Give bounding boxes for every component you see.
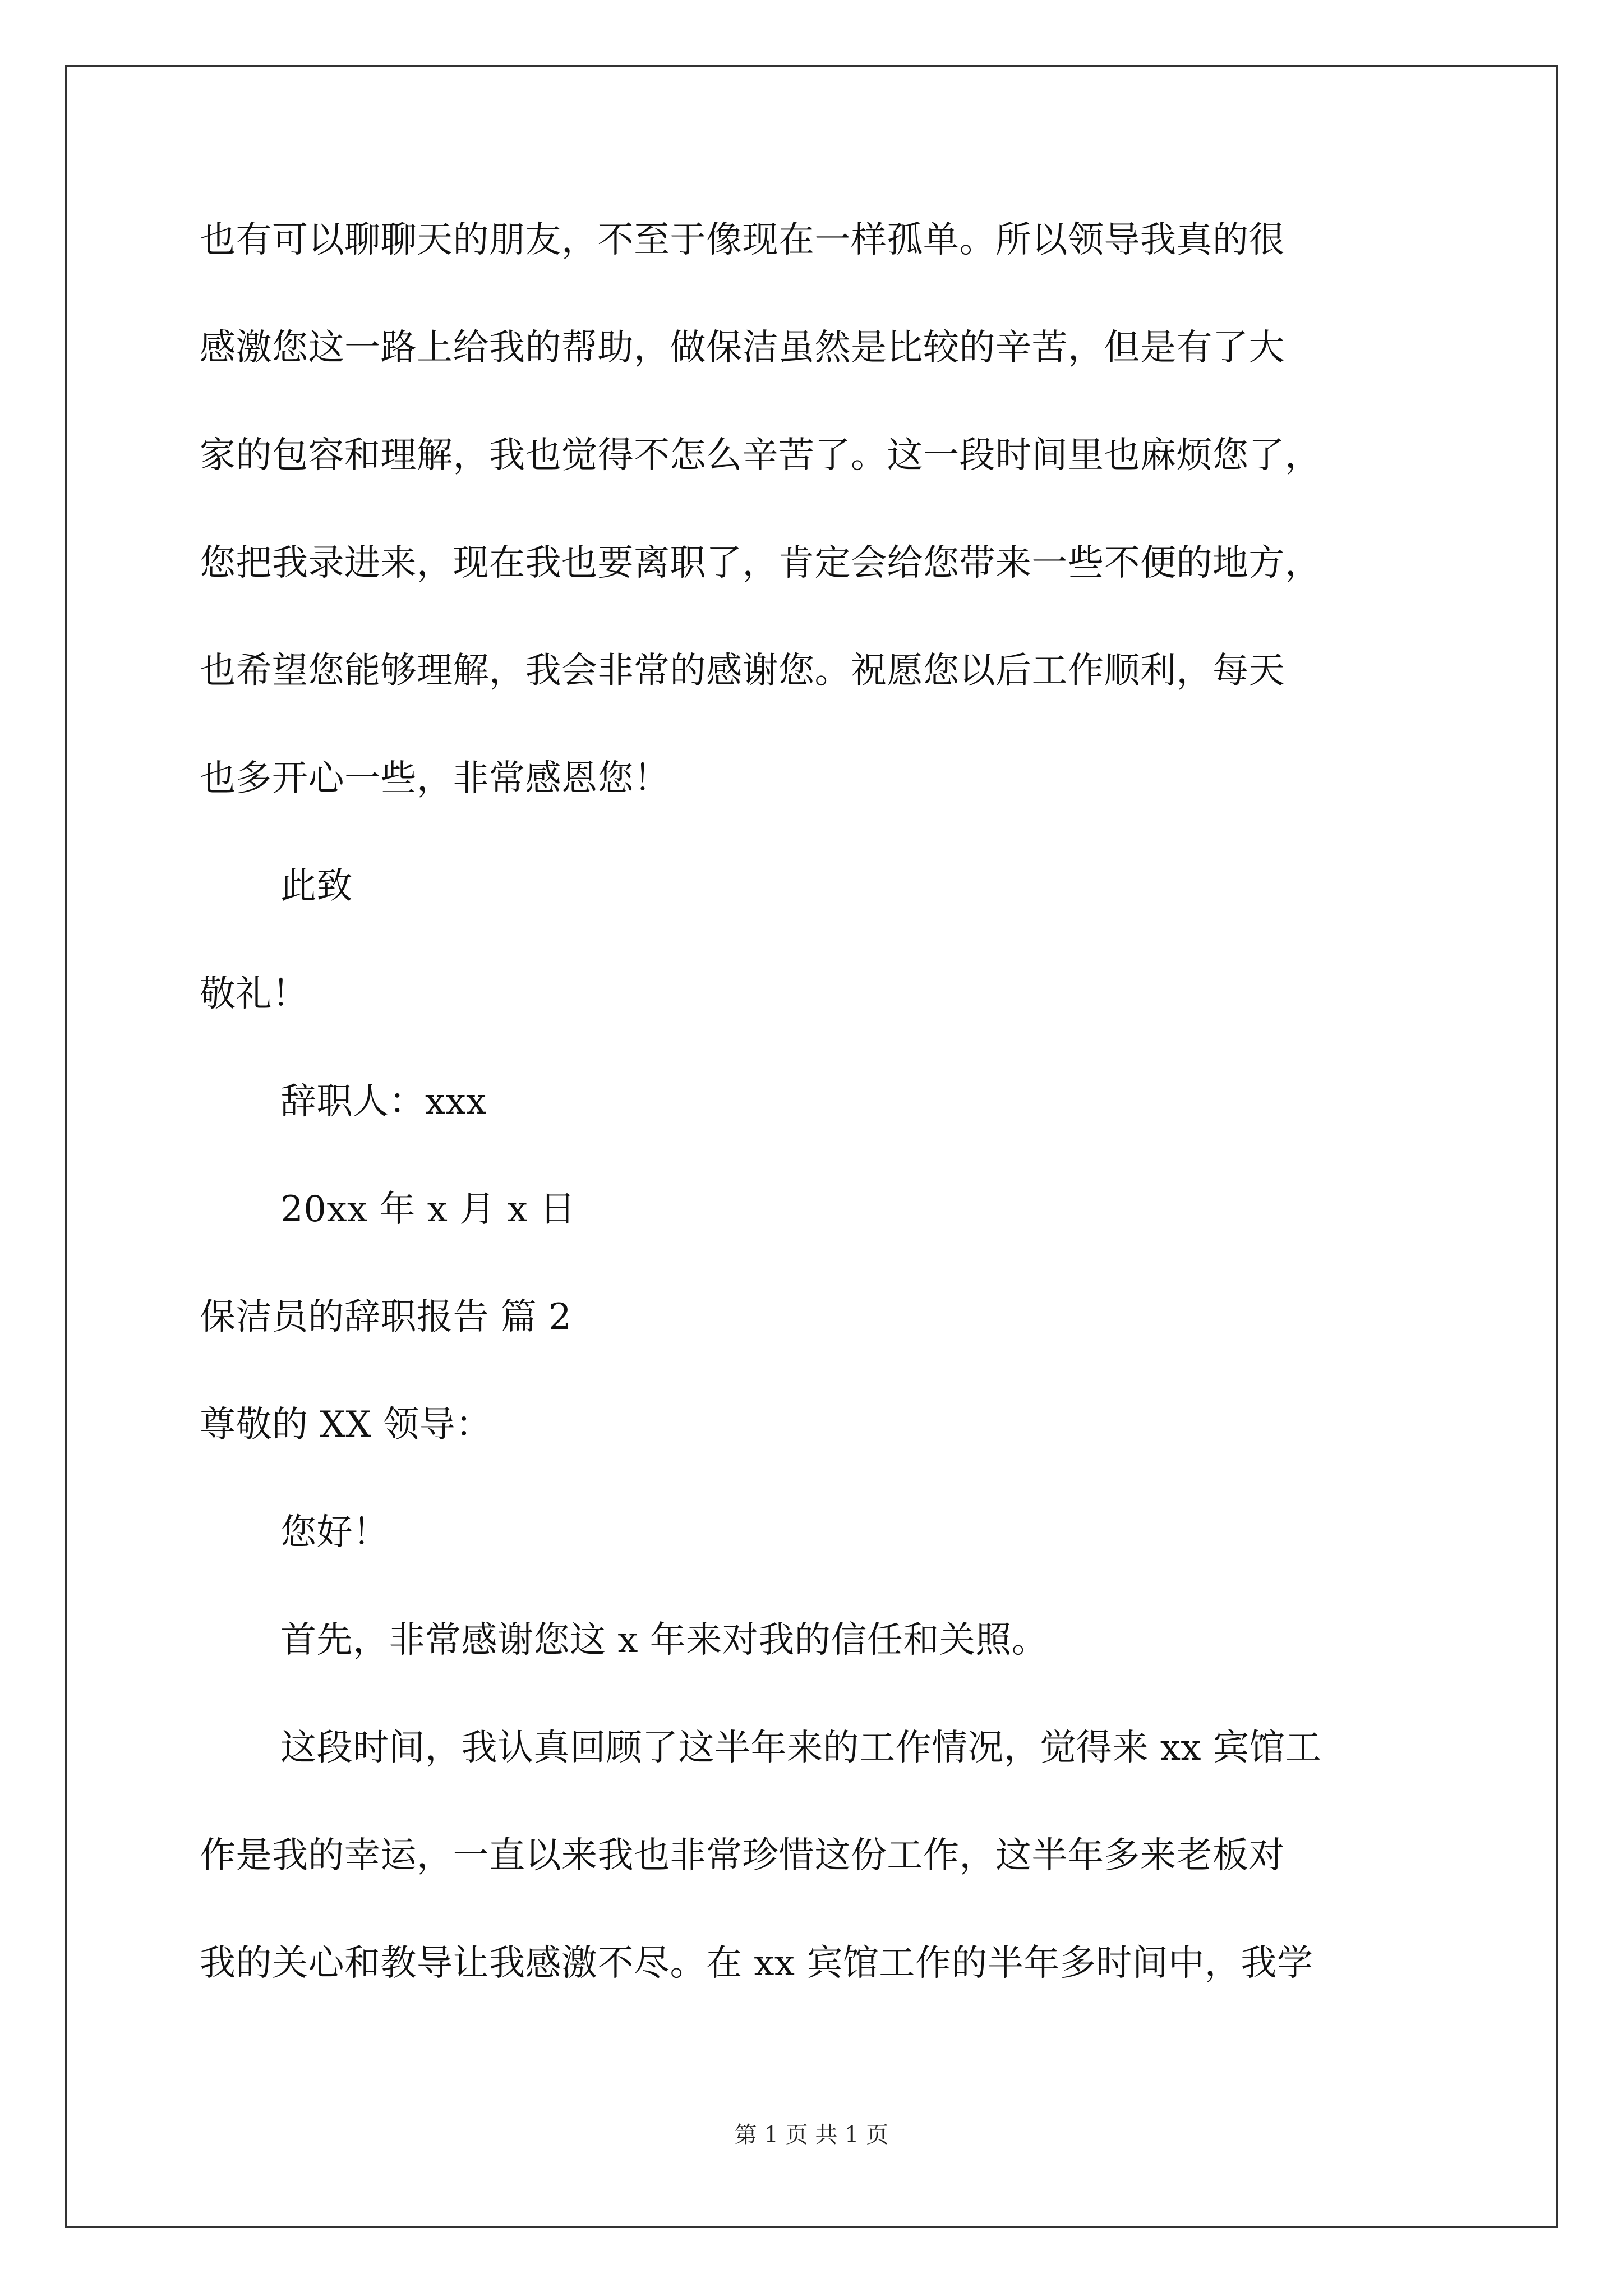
closing-salutation: 此致 — [280, 866, 353, 907]
text-line: 您把我录进来，现在我也要离职了，肯定会给您带来一些不便的地方， — [200, 542, 1321, 584]
text-line: 也有可以聊聊天的朋友，不至于像现在一样孤单。所以领导我真的很 — [200, 219, 1285, 261]
text-line: 这段时间，我认真回顾了这半年来的工作情况，觉得来 xx 宾馆工 — [280, 1727, 1322, 1769]
text-line: 家的包容和理解，我也觉得不怎么辛苦了。这一段时间里也麻烦您了， — [200, 435, 1321, 476]
signature-line: 辞职人：xxx — [280, 1081, 487, 1122]
greeting: 您好！ — [280, 1512, 389, 1553]
closing-regards: 敬礼！ — [200, 973, 308, 1015]
section-heading: 保洁员的辞职报告 篇 2 — [200, 1296, 572, 1338]
page-number-footer: 第 1 页 共 1 页 — [734, 2122, 889, 2148]
text-line: 也希望您能够理解，我会非常的感谢您。祝愿您以后工作顺利，每天 — [200, 650, 1285, 692]
text-line: 首先，非常感谢您这 x 年来对我的信任和关照。 — [280, 1619, 1048, 1661]
greeting-addressee: 尊敬的 XX 领导： — [200, 1404, 492, 1446]
page-border — [65, 65, 1558, 2228]
text-line: 我的关心和教导让我感激不尽。在 xx 宾馆工作的半年多时间中，我学 — [200, 1943, 1313, 1984]
text-line: 感激您这一路上给我的帮助，做保洁虽然是比较的辛苦，但是有了大 — [200, 327, 1285, 369]
date-line: 20xx 年 x 月 x 日 — [280, 1189, 576, 1230]
text-line: 作是我的幸运，一直以来我也非常珍惜这份工作，这半年多来老板对 — [200, 1835, 1285, 1876]
text-line: 也多开心一些，非常感恩您！ — [200, 758, 670, 799]
